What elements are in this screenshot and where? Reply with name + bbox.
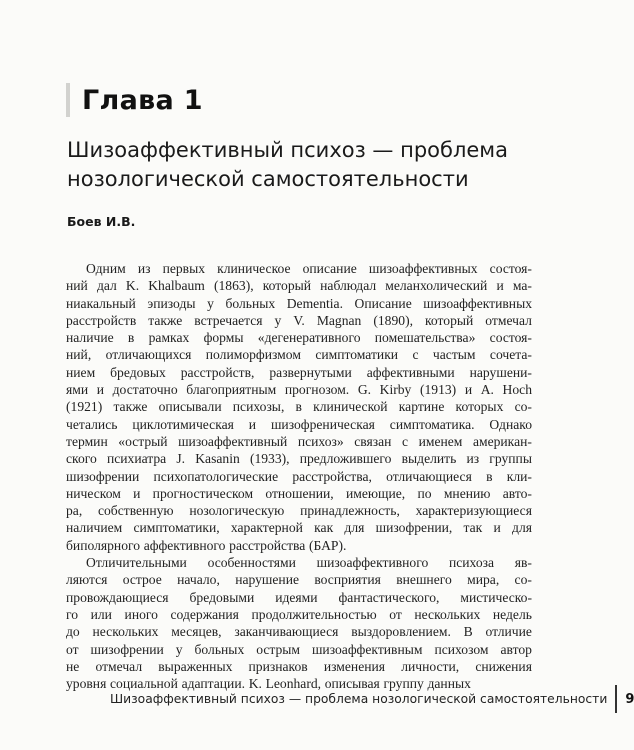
text-line: наличием симптоматики, характерной как для шизофрении, так и для (66, 520, 532, 536)
author-name: Боев И.В. (67, 214, 136, 229)
text-line: го или иного содержания продолжительностью от нескольких недель (66, 606, 532, 622)
text-line: провождающиеся бредовыми идеями фантастического, мистическо- (66, 589, 532, 605)
text-line: ями и достаточно благоприятным прогнозом. G. Kirby (1913) и A. Hoch (66, 382, 532, 398)
text-line: не отмечал выраженных признаков изменения личности, снижения (66, 658, 532, 674)
chapter-marker-bar (66, 83, 70, 117)
text-line: ра, собственную нозологическую принадлежность, характеризующиеся (66, 503, 532, 519)
text-line: ний, отличающихся полиморфизмом симптоматики с частым сочета- (66, 347, 532, 363)
text-line: Отличительными особенностями шизоаффективного психоза яв- (86, 555, 532, 571)
text-line: термин «острый шизоаффективный психоз» связан с именем американ- (66, 433, 532, 449)
text-line: ляются острое начало, нарушение восприятия внешнего мира, со- (66, 572, 532, 588)
page-footer (110, 684, 634, 714)
text-line: ний дал K. Khalbaum (1863), который наблюдал меланхолический и ма- (66, 278, 532, 294)
chapter-title: Глава 1 (82, 84, 203, 116)
text-line: уровня социальной адаптации. K. Leonhard, описывая группу данных (66, 676, 471, 692)
article-title (67, 136, 537, 194)
text-line: нием бредовых расстройств, развернутыми аффективными нарушени- (66, 364, 532, 380)
body-text (66, 260, 532, 692)
page-number: 9 (625, 691, 634, 707)
article-title-line: нозологической самостоятельности (67, 167, 469, 191)
text-line: до нескольких месяцев, заканчивающиеся выздоровлением. В отличие (66, 624, 532, 640)
chapter-heading (66, 82, 203, 118)
text-line: (1921) также описывали психозы, в клинической картине которых со- (66, 399, 532, 415)
text-line: от шизофрении у больных острым шизоаффективным психозом автор (66, 641, 532, 657)
running-title: Шизоаффективный психоз — проблема нозологической самостоятельности (110, 692, 608, 706)
text-line: наличие в рамках формы «дегенеративного помешательства» состоя- (66, 330, 532, 346)
text-line: шизофрении психопатологические расстройства, отличающиеся в кли- (66, 468, 532, 484)
footer-separator (615, 685, 617, 713)
text-line: расстройств также встречается у V. Magnan (1890), который отмечал (66, 312, 532, 328)
text-line: Одним из первых клиническое описание шизоаффективных состоя- (86, 261, 532, 276)
text-line: четались циклотимическая и шизофреническая симптоматика. Однако (66, 416, 532, 432)
text-line: ского психиатра J. Kasanin (1933), предложившего выделить из группы (66, 451, 532, 467)
text-line: ниакальный эпизоды у больных Dementia. Описание шизоаффективных (66, 295, 532, 311)
text-line: ническом и прогностическом отношении, имеющие, по мнению авто- (66, 485, 532, 501)
text-line: биполярного аффективного расстройства (БАР). (66, 537, 347, 553)
article-title-line: Шизоаффективный психоз — проблема (67, 138, 509, 162)
